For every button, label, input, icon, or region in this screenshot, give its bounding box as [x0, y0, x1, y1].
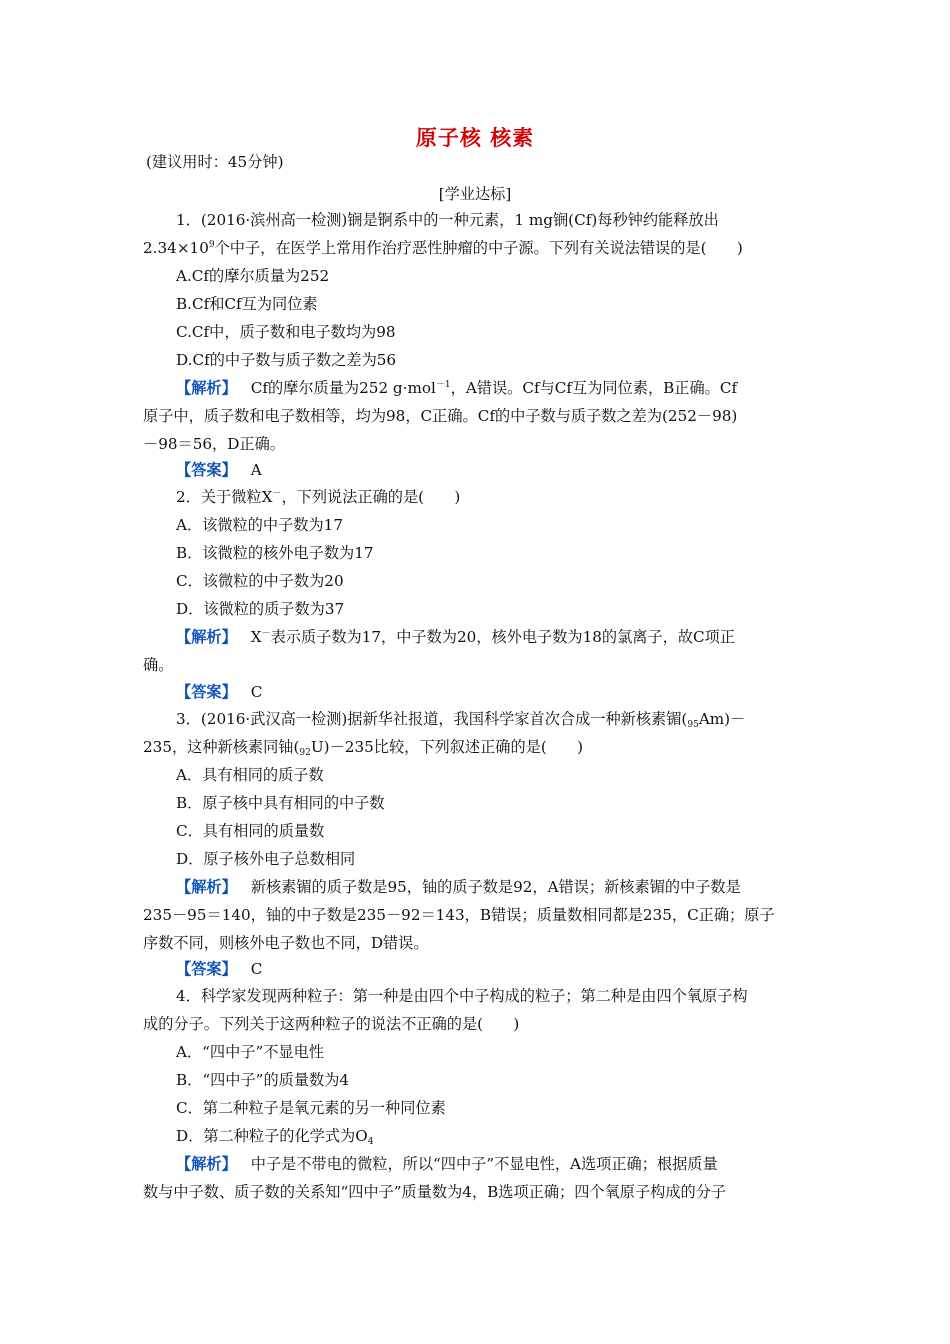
- q4-option-d: D．第二种粒子的化学式为$O_4$: [176, 1127, 374, 1147]
- q1-option-b: B.Cf和Cf互为同位素: [176, 295, 318, 313]
- answer-tag: 【答案】: [176, 960, 237, 978]
- q2-stem: 2．关于微粒X－，下列说法正确的是( ): [176, 488, 461, 506]
- q4-option-b: B．“四中子”的质量数为4: [176, 1071, 350, 1089]
- q2-analysis-line1: 【解析】 X－表示质子数为17，中子数为20，核外电子数为18的氯离子，故C项正: [176, 628, 736, 646]
- q1-analysis-line3: －98＝56，D正确。: [143, 435, 285, 453]
- q3-option-b: B．原子核中具有相同的中子数: [176, 794, 385, 812]
- answer-tag: 【答案】: [176, 683, 237, 701]
- q3-option-a: A．具有相同的质子数: [176, 766, 324, 784]
- q4-option-a: A．“四中子”不显电性: [176, 1043, 324, 1061]
- analysis-tag: 【解析】: [176, 628, 237, 646]
- q3-analysis-line2: 235－95＝140，铀的中子数是235－92＝143，B错误；质量数相同都是235，C正确；原子: [143, 906, 775, 924]
- q3-stem-line1: 3．(2016·武汉高一检测)据新华社报道，我国科学家首次合成一种新核素镅$(_{95}Am)-$: [176, 710, 746, 730]
- analysis-tag: 【解析】: [176, 1155, 237, 1173]
- q1-stem-line1: 1．(2016·滨州高一检测)锎是锕系中的一种元素，1 mg锎(Cf)每秒钟约能释放出: [176, 211, 719, 229]
- q4-option-c: C．第二种粒子是氧元素的另一种同位素: [176, 1099, 446, 1117]
- q3-analysis-line3: 序数不同，则核外电子数也不同，D错误。: [143, 934, 429, 952]
- q1-option-a: A.Cf的摩尔质量为252: [176, 267, 330, 285]
- analysis-tag: 【解析】: [176, 878, 237, 896]
- q2-option-c: C．该微粒的中子数为20: [176, 572, 344, 590]
- q2-option-d: D．该微粒的质子数为37: [176, 600, 345, 618]
- analysis-tag: 【解析】: [176, 379, 237, 397]
- q1-option-d: D.Cf的中子数与质子数之差为56: [176, 351, 397, 369]
- q4-analysis-line2: 数与中子数、质子数的关系知“四中子”质量数为4，B选项正确；四个氧原子构成的分子: [143, 1183, 727, 1201]
- q1-analysis-line2: 原子中，质子数和电子数相等，均为98，C正确。Cf的中子数与质子数之差为(252－98): [143, 407, 738, 425]
- q4-analysis-line1: 【解析】 中子是不带电的微粒，所以“四中子”不显电性，A选项正确；根据质量: [176, 1155, 718, 1173]
- section-heading: [学业达标]: [438, 185, 512, 203]
- q1-analysis-line1: 【解析】 Cf的摩尔质量为252 g·mol$^{-1}$，A错误。Cf与Cf互为同位素，B正确。Cf: [176, 379, 738, 397]
- q1-stem-line2: $2.34\times 10^9$个中子，在医学上常用作治疗恶性肿瘤的中子源。下列有关说法错误的是( ): [143, 239, 743, 257]
- q2-option-b: B．该微粒的核外电子数为17: [176, 544, 374, 562]
- q4-stem-line1: 4．科学家发现两种粒子：第一种是由四个中子构成的粒子；第二种是由四个氧原子构: [176, 987, 748, 1005]
- time-note: (建议用时：45分钟): [146, 153, 284, 171]
- answer-tag: 【答案】: [176, 461, 237, 479]
- q4-stem-line2: 成的分子。下列关于这两种粒子的说法不正确的是( ): [143, 1015, 520, 1033]
- q2-answer: 【答案】 C: [176, 683, 263, 701]
- q3-answer: 【答案】 C: [176, 960, 263, 978]
- q2-option-a: A．该微粒的中子数为17: [176, 516, 343, 534]
- q1-option-c: C.Cf中，质子数和电子数均为98: [176, 323, 396, 341]
- q3-option-d: D．原子核外电子总数相同: [176, 850, 356, 868]
- q1-answer: 【答案】 A: [176, 461, 262, 479]
- page-title: 原子核 核素: [415, 125, 535, 150]
- q2-analysis-line2: 确。: [143, 656, 174, 674]
- q3-analysis-line1: 【解析】 新核素镅的质子数是95，铀的质子数是92，A错误；新核素镅的中子数是: [176, 878, 741, 896]
- q3-stem-line2: 235，这种新核素同铀$(_{92}U)-235$比较，下列叙述正确的是( ): [143, 738, 584, 758]
- q3-option-c: C．具有相同的质量数: [176, 822, 325, 840]
